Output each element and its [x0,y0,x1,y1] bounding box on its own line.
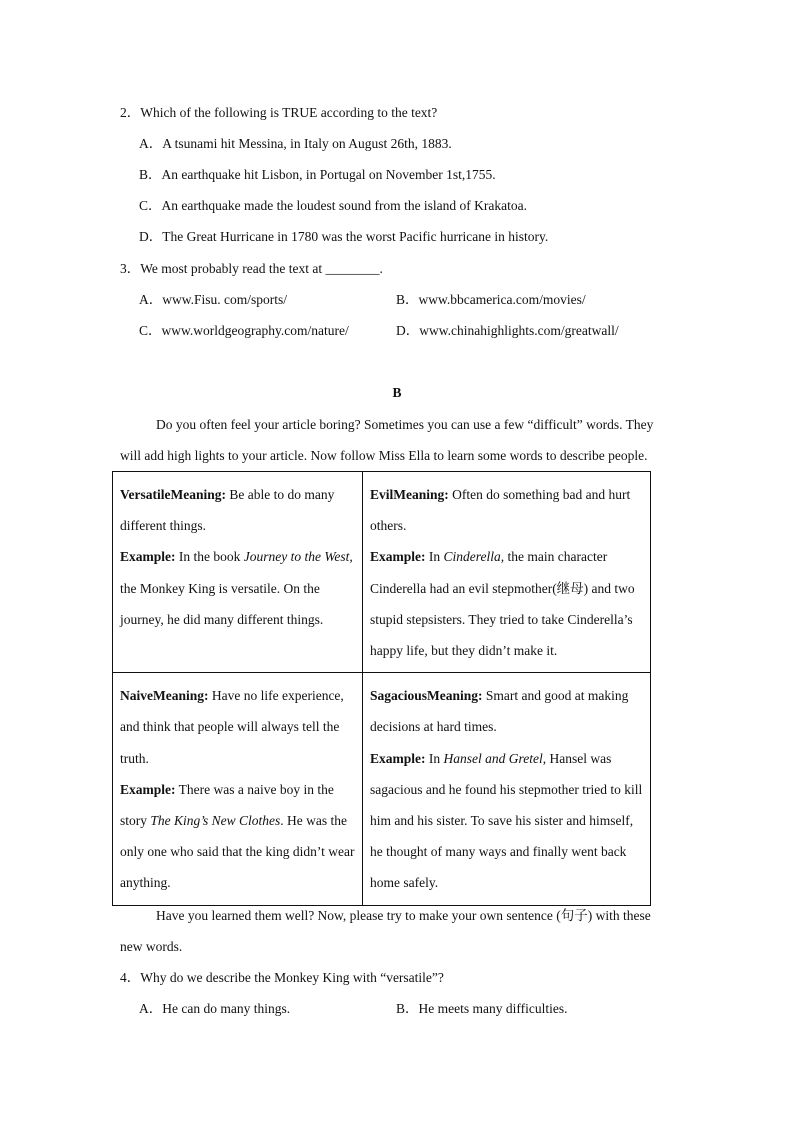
question-3-stem: 3．We most probably read the text at ________. [120,261,383,276]
example-text: In the book [175,549,244,565]
question-3-option-c: C．www.worldgeography.com/nature/ [139,323,349,338]
word-naive: NaiveMeaning: [120,688,209,704]
question-4-stem: 4．Why do we describe the Monkey King with “versatile”? [120,970,444,985]
question-3-option-a: A．www.Fisu. com/sports/ [139,292,288,307]
word-versatile: VersatileMeaning: [120,487,226,502]
example-text: In [425,750,444,766]
word-evil: EvilMeaning: [370,487,449,502]
example-text: In [425,549,444,565]
vocabulary-table [112,471,651,906]
example-label: Example: [370,549,426,565]
question-2-option-d: D．The Great Hurricane in 1780 was the worst Pacific hurricane in history. [139,229,549,244]
book-title: Hansel and Gretel [443,750,543,766]
example-label: Example: [370,750,426,766]
book-title: The King’s New Clothes [150,813,281,829]
example-text: . He was the only one who said that the king didn’t wear anything. [120,813,355,891]
question-2-option-b: B．An earthquake hit Lisbon, in Portugal on November 1st,1755. [139,167,496,182]
section-b-heading: B [392,385,402,400]
vocab-cell-versatile [113,472,363,673]
section-b-intro-line-2: will add high lights to your article. Now follow Miss Ella to learn some words to describe people. [120,448,648,463]
meaning-naive: Have no life experience, and think that people will always tell the truth. [120,688,344,766]
section-b-intro-line-1: Do you often feel your article boring? Sometimes you can use a few “difficult” words. They [156,417,654,432]
question-2-option-a: A．A tsunami hit Messina, in Italy on August 26th, 1883. [139,136,452,151]
vocab-cell-sagacious [363,673,651,905]
example-text: the Monkey King is versatile. On the journey, he did many different things. [120,580,324,627]
book-title: Journey to the West, [243,549,353,565]
question-4-option-b: B．He meets many difficulties. [396,1001,568,1016]
example-text: , Hansel was sagacious and he found his stepmother tried to kill him and his sister. To save his sister and himself, he thought of many ways and finally went back home safely. [370,750,643,891]
question-2-option-c: C．An earthquake made the loudest sound from the island of Krakatoa. [139,198,528,213]
table-row [113,472,651,673]
example-label: Example: [120,549,176,565]
example-label: Example: [120,781,176,797]
meaning-evil: Often do something bad and hurt others. [370,487,631,534]
closing-line-1: Have you learned them well? Now, please try to make your own sentence (句子) with these [156,908,651,923]
question-3-option-d: D．www.chinahighlights.com/greatwall/ [396,323,619,338]
example-text: the main character Cinderella had an evil stepmother(继母) and two stupid stepsisters. They tried to take Cinderella’s happy life, but they didn’t make it. [370,549,635,659]
table-row [113,673,651,905]
vocab-cell-evil [363,472,651,673]
meaning-sagacious: Smart and good at making decisions at hard times. [370,688,629,735]
closing-line-2: new words. [120,939,183,954]
question-3-option-b: B．www.bbcamerica.com/movies/ [396,292,586,307]
word-sagacious: SagaciousMeaning: [370,688,483,704]
vocab-cell-naive [113,673,363,905]
question-4-option-a: A．He can do many things. [139,1001,291,1016]
question-2-stem: 2．Which of the following is TRUE according to the text? [120,105,438,120]
book-title: Cinderella, [443,549,505,565]
example-text: There was a naive boy in the story [120,781,334,829]
meaning-versatile: Be able to do many different things. [120,487,335,534]
